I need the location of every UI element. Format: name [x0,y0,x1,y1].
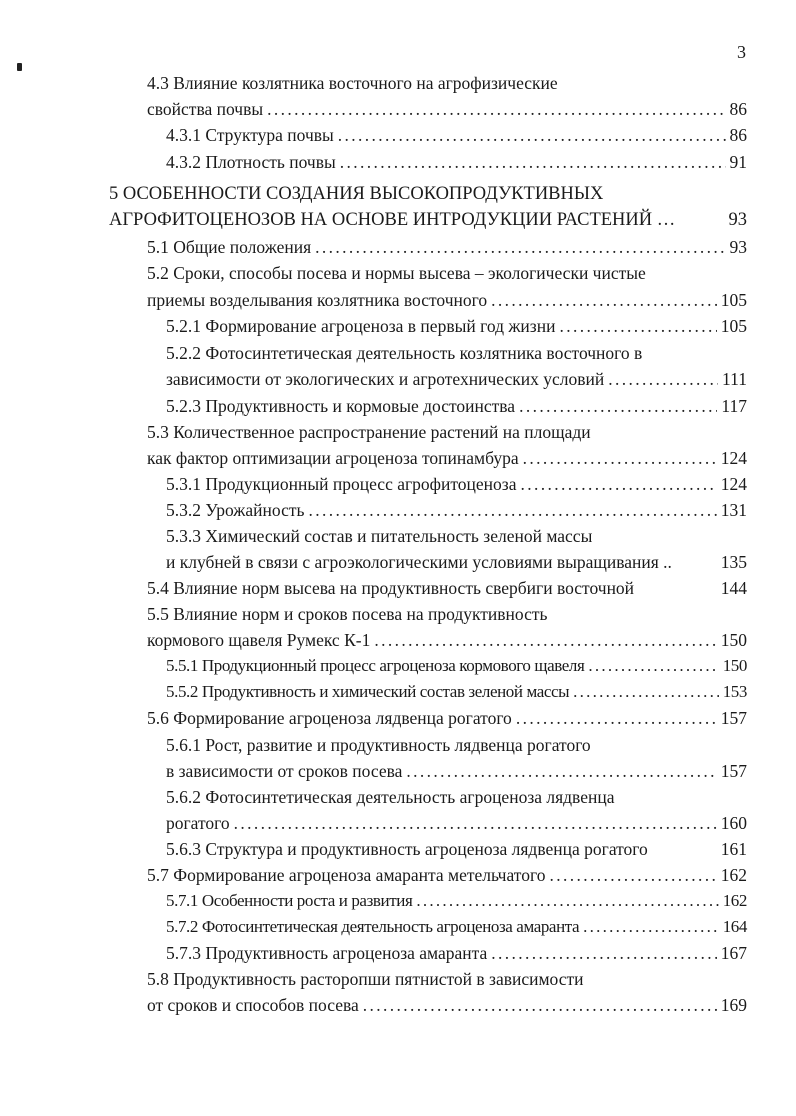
toc-entry-5-5-line1: 5.5 Влияние норм и сроков посева на продуктивность [147,604,548,624]
toc-page-number: 86 [729,125,747,145]
toc-entry-5-2-2-line1: 5.2.2 Фотосинтетическая деятельность козлятника восточного в [166,343,643,363]
toc-entry-5-5-2[interactable]: 5.5.2 Продуктивность и химический состав зеленой массы . . . 153 [166,681,747,703]
toc-entry-5-2[interactable]: приемы возделывания козлятника восточного . . . 105 [147,289,747,311]
toc-entry-5-6-2-line1: 5.6.2 Фотосинтетическая деятельность агроценоза лядвенца [166,787,615,807]
toc-entry-5-1[interactable]: 5.1 Общие положения . . . 93 [147,236,747,258]
toc-entry-5-7-1[interactable]: 5.7.1 Особенности роста и развития . . . 162 [166,890,747,912]
leader-dots [363,994,717,1016]
toc-entry-5-2-3[interactable]: 5.2.3 Продуктивность и кормовые достоинства . . . 117 [166,395,747,417]
toc-entry-5-3[interactable]: как фактор оптимизации агроценоза топинамбура . . . 124 [147,447,747,469]
toc-entry-5-7[interactable]: 5.7 Формирование агроценоза амаранта метельчатого . . . 162 [147,864,747,886]
toc-entry-5-3-3[interactable]: и клубней в связи с агроэкологическими условиями выращивания .. 135 [166,552,747,572]
leader-dots [559,315,716,337]
leader-dots [267,98,725,120]
toc-entry-5-2-line1: 5.2 Сроки, способы посева и нормы высева – экологически чистые [147,263,646,283]
leader-dots [520,473,716,495]
toc-entry-5-6[interactable]: 5.6 Формирование агроценоза лядвенца рогатого . . . 157 [147,707,747,729]
toc-page-number: 160 [720,813,747,833]
toc-page-number: 157 [720,761,747,781]
leader-dots [406,760,716,782]
toc-entry-5-6-1-line1: 5.6.1 Рост, развитие и продуктивность лядвенца рогатого [166,735,591,755]
toc-entry-5-5-1[interactable]: 5.5.1 Продукционный процесс агроценоза кормового щавеля . . . 150 [166,655,747,677]
toc-page-number: 93 [729,237,747,257]
toc-page-number: 124 [720,474,747,494]
leader-dots [340,151,726,173]
toc-page-number: 117 [721,396,747,416]
toc-page-number: 111 [722,369,747,389]
toc-page-number: 162 [720,865,747,885]
toc-page-number: 105 [720,316,747,336]
toc-page-number: 150 [720,630,747,650]
toc-entry-4-3-2[interactable]: 4.3.2 Плотность почвы . . . 91 [166,151,747,173]
toc-entry-5-6-1[interactable]: в зависимости от сроков посева . . . 157 [166,760,747,782]
toc-page-number: 162 [722,891,747,910]
toc-page-number: 164 [722,917,747,936]
leader-dots [583,916,719,938]
toc-entry-5-8[interactable]: от сроков и способов посева . . . 169 [147,994,747,1016]
toc-page-number: 169 [720,995,747,1015]
toc-entry-5-2-1[interactable]: 5.2.1 Формирование агроценоза в первый год жизни . . . 105 [166,315,747,337]
toc-entry-4-3-line1: 4.3 Влияние козлятника восточного на агрофизические [147,73,558,93]
leader-dots [315,236,725,258]
toc-entry-5-3-line1: 5.3 Количественное распространение растений на площади [147,422,591,442]
toc-page-number: 86 [729,99,747,119]
leader-dots [491,289,717,311]
toc-page-number: 153 [722,682,747,701]
leader-dots [549,864,716,886]
leader-dots [416,890,718,912]
leader-dots [523,447,717,469]
toc-entry-5-5[interactable]: кормового щавеля Румекс К-1 . . . 150 [147,629,747,651]
leader-dots [588,655,718,677]
leader-dots [516,707,717,729]
toc-chapter-5-line1: 5 ОСОБЕННОСТИ СОЗДАНИЯ ВЫСОКОПРОДУКТИВНЫХ [109,184,604,204]
toc-entry-5-3-1[interactable]: 5.3.1 Продукционный процесс агрофитоценоза . . . 124 [166,473,747,495]
toc-entry-5-7-2[interactable]: 5.7.2 Фотосинтетическая деятельность агроценоза амаранта . . . 164 [166,916,747,938]
leader-dots [491,942,716,964]
toc-entry-5-7-3[interactable]: 5.7.3 Продуктивность агроценоза амаранта . . . 167 [166,942,747,964]
page-number: 3 [737,42,746,62]
toc-entry-5-4[interactable]: 5.4 Влияние норм высева на продуктивность свербиги восточной 144 [147,578,747,598]
toc-entry-5-3-2[interactable]: 5.3.2 Урожайность . . . 131 [166,499,747,521]
toc-page-number: 131 [720,500,747,520]
toc-entry-5-6-2[interactable]: рогатого . . . 160 [166,812,747,834]
toc-page-number: 167 [720,943,747,963]
toc-page-number: 105 [720,290,747,310]
toc-page-number: 157 [720,708,747,728]
toc-entry-4-3[interactable]: свойства почвы . . . 86 [147,98,747,120]
leader-dots [308,499,716,521]
leader-dots [608,368,718,390]
toc-entry-5-2-2[interactable]: зависимости от экологических и агротехнических условий . . . 111 [166,368,747,390]
toc-page-number: 91 [729,152,747,172]
toc-page-number: 93 [728,210,747,230]
leader-dots [234,812,717,834]
toc-page-number: 124 [720,448,747,468]
toc-chapter-5[interactable]: АГРОФИТОЦЕНОЗОВ НА ОСНОВЕ ИНТРОДУКЦИИ РАСТЕНИЙ … 93 [109,210,747,230]
toc-entry-4-3-1[interactable]: 4.3.1 Структура почвы . . . 86 [166,124,747,146]
toc-page-number: 144 [720,578,747,598]
leader-dots [519,395,717,417]
toc-entry-5-8-line1: 5.8 Продуктивность расторопши пятнистой в зависимости [147,969,584,989]
leader-dots [573,681,719,703]
toc-entry-5-6-3[interactable]: 5.6.3 Структура и продуктивность агроценоза лядвенца рогатого 161 [166,839,747,859]
toc-page-number: 161 [720,839,747,859]
toc-page-number: 135 [720,552,747,572]
toc-page-number: 150 [722,656,747,675]
leader-dots [374,629,716,651]
leader-dots [338,124,726,146]
toc-entry-5-3-3-line1: 5.3.3 Химический состав и питательность зеленой массы [166,526,593,546]
